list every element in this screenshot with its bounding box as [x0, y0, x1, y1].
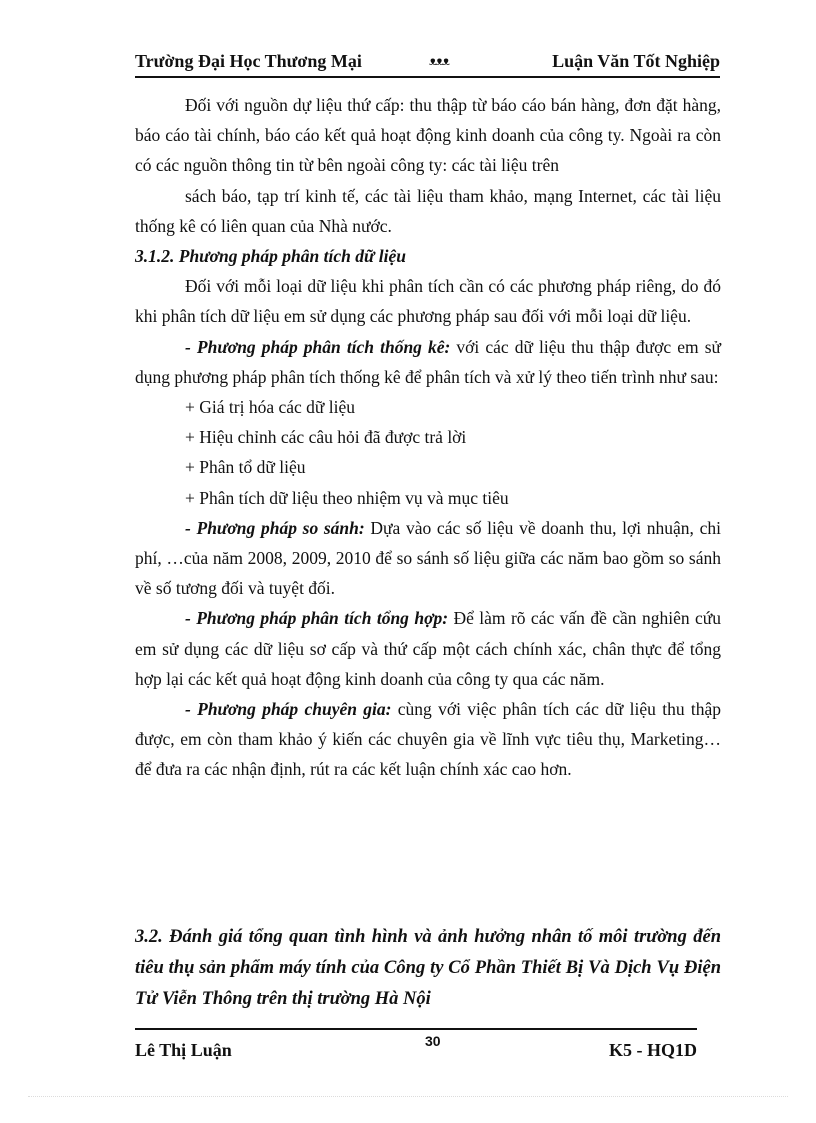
- paragraph-analysis-intro: Đối với mỗi loại dữ liệu khi phân tích cần có các phương pháp riêng, do đó khi phân tích dữ liệu em sử dụng các phương pháp sau đối với mỗi loại dữ liệu.: [135, 276, 721, 327]
- method-label-synthesis: - Phương pháp phân tích tổng hợp:: [185, 608, 449, 629]
- footer-author: Lê Thị Luận: [135, 1040, 232, 1060]
- list-item: + Hiệu chỉnh các câu hỏi đã được trả lời: [185, 427, 467, 448]
- paragraph-expert-method: [135, 694, 721, 785]
- section-heading-32: 3.2. Đánh giá tổng quan tình hình và ảnh hưởng nhân tố môi trường đến tiêu thụ sản phẩm máy tính của Công ty Cổ Phần Thiết Bị Và Dịch Vụ Điện Tử Viễn Thông trên thị trường Hà Nội: [135, 926, 721, 1009]
- header-ornament-icon: ᴥᴥᴥ: [429, 54, 449, 69]
- paragraph-synthesis-method: [135, 603, 721, 694]
- paragraph-comparison-method: [135, 513, 721, 604]
- list-item: + Giá trị hóa các dữ liệu: [185, 397, 355, 418]
- method-label-statistical: - Phương pháp phân tích thống kê:: [185, 336, 451, 357]
- method-label-comparison: - Phương pháp so sánh:: [185, 517, 365, 538]
- page-footer: [135, 1028, 697, 1060]
- paragraph-statistical-method: [135, 332, 721, 392]
- section-heading-312: 3.1.2. Phương pháp phân tích dữ liệu: [135, 246, 407, 267]
- method-text-statistical: với các dữ liệu thu thập được em sử dụng phương pháp phân tích thống kê để phân tích và xử lý theo tiến trình như sau:: [135, 336, 721, 387]
- page-number: 30: [425, 1033, 441, 1049]
- method-text-expert: cùng với việc phân tích các dữ liệu thu thập được, em còn tham khảo ý kiến các chuyên gia về lĩnh vực tiêu thụ, Marketing… để đưa ra các nhận định, rút ra các kết luận chính xác cao hơn.: [135, 699, 721, 780]
- method-text-comparison: Dựa vào các số liệu về doanh thu, lợi nhuận, chi phí, …của năm 2008, 2009, 2010 để so sánh số liệu giữa các năm bao gồm so sánh về số tương đối và tuyệt đối.: [135, 517, 721, 599]
- header-university: Trường Đại Học Thương Mại: [135, 51, 362, 71]
- header-thesis-title: Luận Văn Tốt Nghiệp: [552, 51, 720, 71]
- method-text-synthesis: Để làm rõ các vấn đề cần nghiên cứu em sử dụng các dữ liệu sơ cấp và thứ cấp một cách chính xác, chân thực để tổng hợp lại các kết quả hoạt động kinh doanh của công ty qua các năm.: [135, 608, 722, 689]
- page-header: [135, 48, 720, 78]
- body-text: [135, 90, 721, 785]
- list-item: + Phân tích dữ liệu theo nhiệm vụ và mục tiêu: [185, 487, 509, 508]
- paragraph-secondary-data-cont: sách báo, tạp trí kinh tế, các tài liệu tham khảo, mạng Internet, các tài liệu thống kê có liên quan của Nhà nước.: [135, 185, 721, 236]
- page-edge-divider: [28, 1096, 788, 1097]
- method-label-expert: - Phương pháp chuyên gia:: [185, 699, 392, 720]
- list-item: + Phân tổ dữ liệu: [185, 457, 306, 478]
- paragraph-secondary-data: Đối với nguồn dự liệu thứ cấp: thu thập từ báo cáo bán hàng, đơn đặt hàng, báo cáo tài chính, báo cáo kết quả hoạt động kinh doanh của công ty. Ngoài ra còn có các nguồn thông tin từ bên ngoài công ty: các tài liệu trên: [135, 95, 721, 176]
- footer-class-code: K5 - HQ1D: [609, 1040, 697, 1060]
